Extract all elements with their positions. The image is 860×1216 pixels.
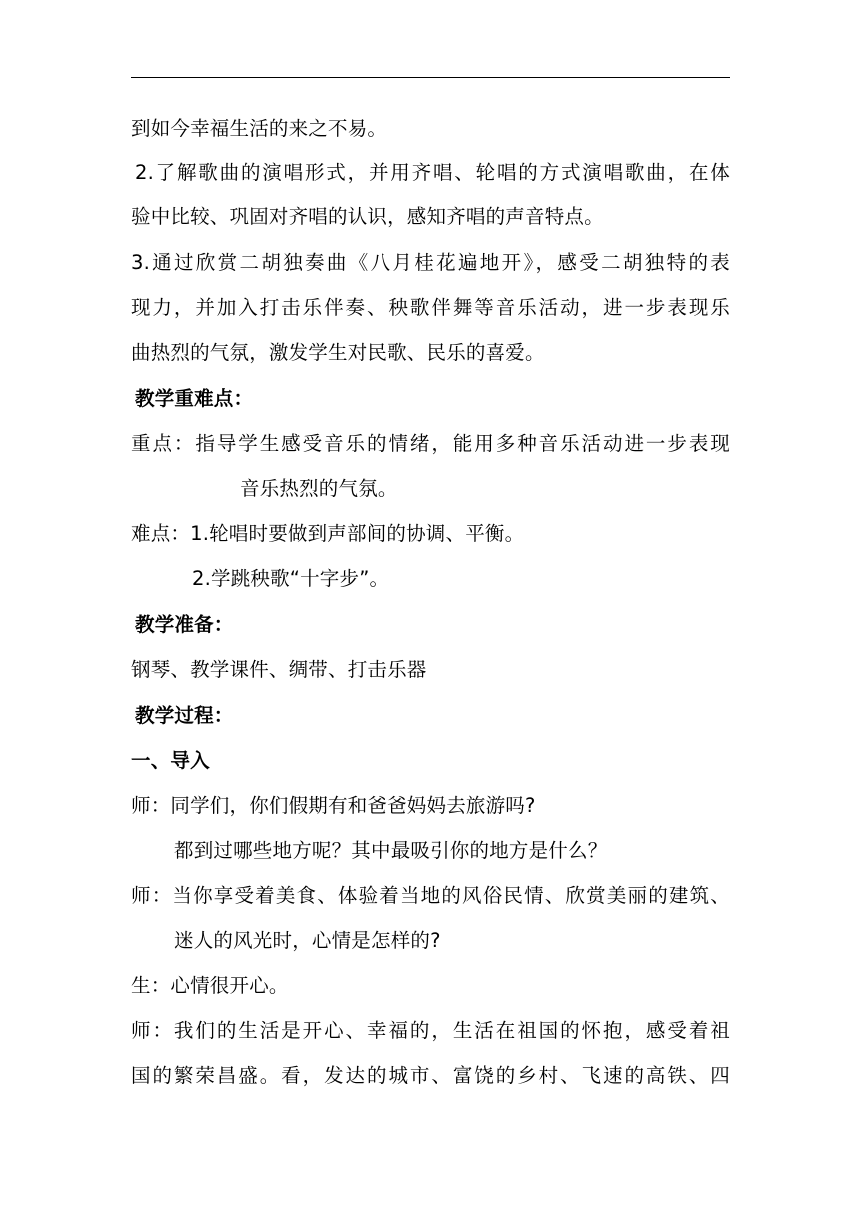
dialogue-line: 师：同学们，你们假期有和爸爸妈妈去旅游吗? (131, 794, 536, 817)
difficulty-line: 2.学跳秧歌“十字步”。 (192, 567, 390, 590)
objective-2-line: 2.了解歌曲的演唱形式，并用齐唱、轮唱的方式演唱歌曲，在体 (135, 161, 730, 184)
body-line: 到如今幸福生活的来之不易。 (131, 117, 388, 140)
dialogue-line: 师：当你享受着美食、体验着当地的风俗民情、欣赏美丽的建筑、 (131, 884, 730, 907)
body-line: 验中比较、巩固对齐唱的认识，感知齐唱的声音特点。 (131, 205, 604, 228)
key-point-line: 音乐热烈的气氛。 (240, 477, 398, 500)
key-point-line: 重点：指导学生感受音乐的情绪，能用多种音乐活动进一步表现 (131, 432, 730, 455)
body-line: 曲热烈的气氛，激发学生对民歌、民乐的喜爱。 (131, 341, 545, 364)
difficulty-line: 难点：1.轮唱时要做到声部间的协调、平衡。 (131, 522, 525, 545)
dialogue-line: 国的繁荣昌盛。看，发达的城市、富饶的乡村、飞速的高铁、四 (131, 1064, 730, 1087)
section-heading-process: 教学过程： (135, 704, 234, 727)
header-rule (131, 77, 730, 78)
section-heading-preparation: 教学准备： (135, 613, 234, 636)
section-heading-key-points: 教学重难点： (135, 387, 254, 410)
subsection-heading-intro: 一、导入 (131, 749, 210, 772)
objective-3-line: 3.通过欣赏二胡独奏曲《八月桂花遍地开》，感受二胡独特的表 (131, 251, 730, 274)
body-line: 现力，并加入打击乐伴奏、秧歌伴舞等音乐活动，进一步表现乐 (131, 296, 730, 319)
dialogue-line: 生：心情很开心。 (131, 974, 289, 997)
dialogue-line: 都到过哪些地方呢？其中最吸引你的地方是什么？ (174, 839, 608, 862)
dialogue-line: 师：我们的生活是开心、幸福的，生活在祖国的怀抱，感受着祖 (131, 1019, 730, 1042)
preparation-line: 钢琴、教学课件、绸带、打击乐器 (131, 658, 427, 681)
dialogue-line: 迷人的风光时，心情是怎样的? (174, 929, 441, 952)
